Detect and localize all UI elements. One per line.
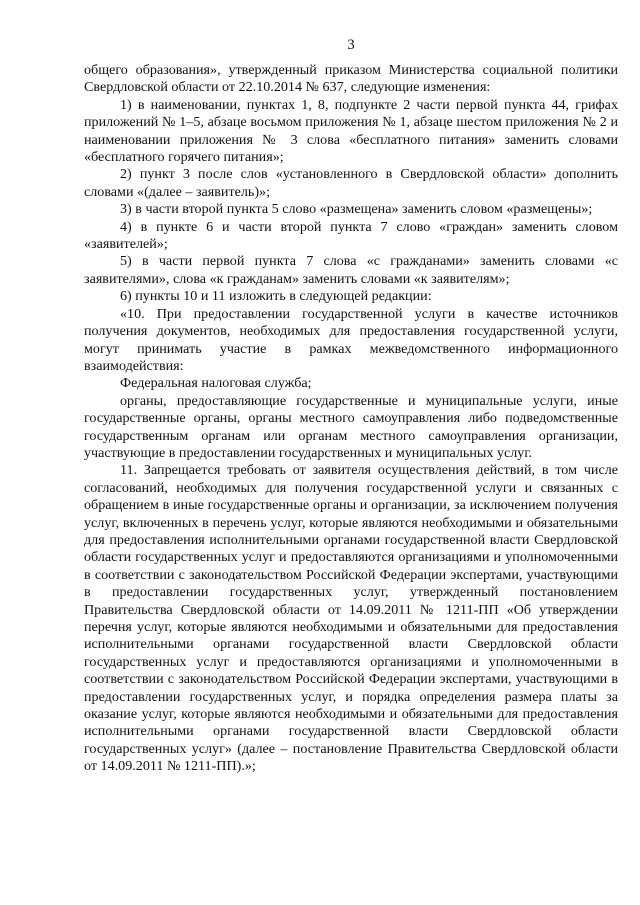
list-item-4: 4) в пункте 6 и части второй пункта 7 слово «граждан» заменить словом «заявителей»;: [84, 218, 618, 253]
clause-10-item-authorities: органы, предоставляющие государственные и муниципальные услуги, иные государственные органы, органы местного самоуправления либо подведомственные государственным органам или органам местного самоуправления организации, участвующие в предоставлении государственных и муниципальных услуг.: [84, 392, 618, 461]
list-item-6: 6) пункты 10 и 11 изложить в следующей редакции:: [120, 288, 432, 305]
document-page: [84, 36, 618, 776]
list-item-1: 1) в наименовании, пунктах 1, 8, подпункте 2 части первой пункта 44, грифах приложений № 1–5, абзаце восьмом приложения № 1, абзаце шестом приложения № 2 и наименовании приложения № 3 слова «бесплатного питания» заменить словами «бесплатного горячего питания»;: [84, 96, 618, 166]
list-item-3: 3) в части второй пункта 5 слово «размещена» заменить словом «размещены»;: [120, 201, 593, 218]
clause-11: 11. Запрещается требовать от заявителя осуществления действий, в том числе согласований, необходимых для получения государственной услуги и связанных с обращением в иные государственные органы и организации, за исключением получения услуг, включенных в перечень услуг, которые являются необходимыми и обязательными для предоставления исполнительными органами государственной власти Свердловской области государственных услуг и предоставляются организациями и уполномоченными в соответствии с законодательством Российской Федерации экспертами, участвующими в предоставлении государственных услуг, утвержденный постановлением Правительства Свердловской области от 14.09.2011 № 1211-ПП «Об утверждении перечня услуг, которые являются необходимыми и обязательными для предоставления исполнительными органами государственной власти Свердловской области государственных услуг и предоставляются организациями и уполномоченными в соответствии с законодательством Российской Федерации экспертами, участвующими в предоставлении государственных услуг, и порядка определения размера платы за оказание услуг, которые являются необходимыми и обязательными для предоставления исполнительными органами государственной власти Свердловской области государственных услуг» (далее – постановление Правительства Свердловской области от 14.09.2011 № 1211-ПП).»;: [84, 462, 618, 775]
list-item-2: 2) пункт 3 после слов «установленного в Свердловской области» дополнить словами «(далее – заявитель)»;: [84, 166, 618, 200]
paragraph-intro: общего образования», утвержденный приказом Министерства социальной политики Свердловской области от 22.10.2014 № 637, следующие изменения:: [84, 62, 618, 96]
clause-10-intro: «10. При предоставлении государственной услуги в качестве источников получения документов, необходимых для предоставления государственной услуги, могут принимать участие в рамках межведомственного информационного взаимодействия:: [84, 305, 618, 374]
page-number: 3: [347, 37, 355, 53]
clause-10-item-tax-service: Федеральная налоговая служба;: [120, 375, 312, 392]
list-item-5: 5) в части первой пункта 7 слова «с гражданами» заменить словами «с заявителями», слова «к гражданам» заменить словами «к заявителям»;: [84, 253, 618, 287]
